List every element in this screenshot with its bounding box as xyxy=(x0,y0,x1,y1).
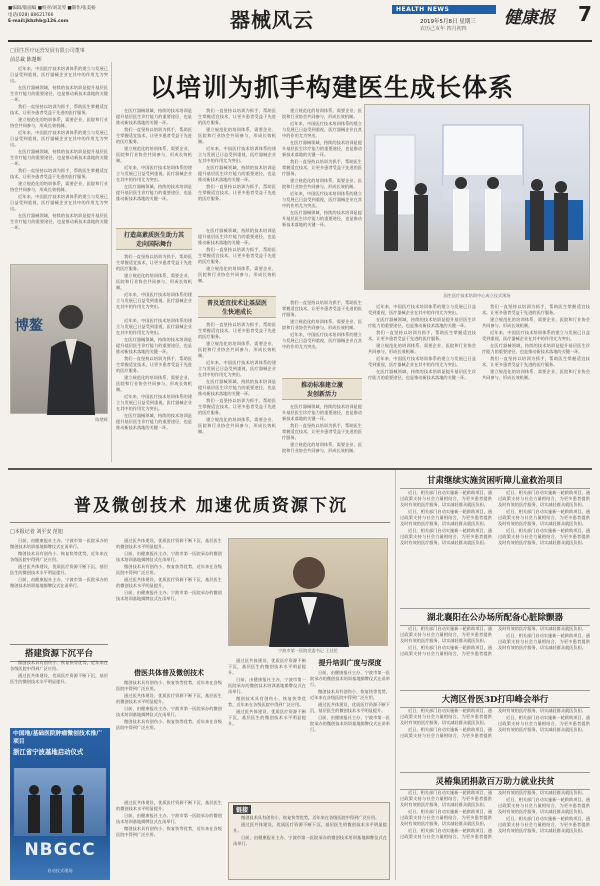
lead-body-col6 xyxy=(368,304,476,464)
lunar-date: 农历己亥年 四月初四 xyxy=(420,26,467,32)
lead-body-col7 xyxy=(482,304,590,464)
panel-people-icon xyxy=(14,768,106,836)
right-paragraph: 近日，相关部门启动实施新一轮救助项目，通过政策支持与社会力量相结合，为更多患者提供及时有效的医疗服务，切实减轻群众就医负担。 xyxy=(400,790,492,807)
lead-paragraph: 近年来，中国医疗技术培训体系的建立与发展已日益受到重视，医疗器械企业在其中的作用尤为突出。 xyxy=(482,330,590,341)
feature-link-box xyxy=(228,802,390,880)
masthead-rule xyxy=(8,40,592,42)
right-paragraph: 近日，相关部门启动实施新一轮救助项目，通过政策支持与社会力量相结合，为更多患者提供及时有效的医疗服务，切实减轻群众就医负担。 xyxy=(498,797,590,814)
column-divider xyxy=(111,62,112,462)
right-paragraph: 近日，相关部门启动实施新一轮救助项目，通过政策支持与社会力量相结合，为更多患者提供及时有效的医疗服务，切实减轻群众就医负担。 xyxy=(498,528,590,545)
feature-paragraph: 微创技术具有创伤小、恢复快等优势，近年来在各级医院中得到广泛应用。 xyxy=(116,680,222,691)
panel-line-1: 中国地/基础医院肿瘤微创技术推广项目 xyxy=(13,731,103,745)
lead-body-col5b xyxy=(282,404,362,464)
feature-paragraph: 通过医共体建设，优质医疗资源不断下沉，基层医生的微创技术水平明显提升。 xyxy=(10,564,108,575)
lead-paragraph: 我们一直坚持以培训为抓手，帮助医生掌握适宜技术，让更多患者受益于先进的医疗服务。 xyxy=(482,356,590,367)
right-story-2-title: 湖北襄阳在公办场所配备心脏除颤器 xyxy=(400,608,590,626)
lead-body-col1 xyxy=(10,66,108,260)
lead-paragraph: 近年来，中国医疗技术培训体系的建立与发展已日益受到重视，医疗器械企业在其中的作用尤为突出。 xyxy=(116,292,192,309)
lead-paragraph: 建立规范化的培训体系，需要企业、医院和行业协会共同参与，形成长效机制。 xyxy=(482,369,590,380)
lead-body-col2 xyxy=(116,108,192,226)
project-launch-panel xyxy=(10,728,110,880)
portrait-caption: 陈楚晖 xyxy=(95,417,108,422)
doctor-caption: 宁波市第一医院党委书记 王佳伦 xyxy=(278,648,338,653)
lead-paragraph: 近年来，中国医疗技术培训体系的建立与发展已日益受到重视，医疗器械企业在其中的作用尤为突出。 xyxy=(10,66,108,83)
feature-paragraph: 通过医共体建设，优质医疗资源不断下沉，基层医生的微创技术水平明显提升。 xyxy=(310,702,390,713)
right-paragraph: 近日，相关部门启动实施新一轮救助项目，通过政策支持与社会力量相结合，为更多患者提供及时有效的医疗服务，切实减轻群众就医负担。 xyxy=(400,509,492,526)
feature-paragraph: 日前，由健康报社主办、宁波市第一医院承办的微创技术培训基地揭牌仪式在甬举行。 xyxy=(116,813,222,824)
right-paragraph: 近日，相关部门启动实施新一轮救助项目，通过政策支持与社会力量相结合，为更多患者提供及时有效的医疗服务，切实减轻群众就医负担。 xyxy=(400,490,492,507)
right-story-3-title: 大湾区骨医3D打印峰会举行 xyxy=(400,690,590,708)
feature-body-col2 xyxy=(116,538,222,664)
lead-paragraph: 建立规范化的培训体系，需要企业、医院和行业协会共同参与，形成长效机制。 xyxy=(116,273,192,290)
section-divider xyxy=(8,468,592,470)
feature-body-col3 xyxy=(116,680,222,796)
lead-body-col3 xyxy=(198,108,276,226)
newspaper-brand: 健康报 xyxy=(504,8,555,28)
lead-paragraph: 建立规范化的培训体系，需要企业、医院和行业协会共同参与，形成长效机制。 xyxy=(368,343,476,354)
lead-paragraph: 我们一直坚持以培训为抓手，帮助医生掌握适宜技术，让更多患者受益于先进的医疗服务。 xyxy=(198,322,276,339)
feature-paragraph: 通过医共体建设，优质医疗资源不断下沉，基层医生的微创技术水平明显提升。 xyxy=(228,709,306,726)
feature-byline: □本报记者 刘平安 范旭 xyxy=(10,529,63,535)
lead-paragraph: 近年来，中国医疗技术培训体系的建立与发展已日益受到重视，医疗器械企业在其中的作用尤为突出。 xyxy=(116,165,192,182)
ceremony-figures-icon xyxy=(365,105,591,291)
lead-paragraph: 近年来，中国医疗技术培训体系的建立与发展已日益受到重视，医疗器械企业在其中的作用尤为突出。 xyxy=(282,332,362,349)
right-paragraph: 近日，相关部门启动实施新一轮救助项目，通过政策支持与社会力量相结合，为更多患者提供及时有效的医疗服务，切实减轻群众就医负担。 xyxy=(498,509,590,526)
feature-paragraph: 日前，由健康报社主办、宁波市第一医院承办的微创技术培训基地揭牌仪式在甬举行。 xyxy=(116,551,222,562)
feature-paragraph: 通过医共体建设，优质医疗资源不断下沉，基层医生的微创技术水平明显提升。 xyxy=(116,577,222,588)
lead-paragraph: 在医疗器械领域，持续的技术培训是提升基层医生诊疗能力的重要途径，也是推动新技术落地的关键一环。 xyxy=(116,108,192,125)
lead-paragraph: 在医疗器械领域，持续的技术培训是提升基层医生诊疗能力的重要途径，也是推动新技术落地的关键一环。 xyxy=(10,149,108,166)
lead-paragraph: 在医疗器械领域，持续的技术培训是提升基层医生诊疗能力的重要途径，也是推动新技术落地的关键一环。 xyxy=(198,165,276,182)
lead-paragraph: 我们一直坚持以培训为抓手，帮助医生掌握适宜技术，让更多患者受益于先进的医疗服务。 xyxy=(482,304,590,315)
lead-paragraph: 我们一直坚持以培训为抓手，帮助医生掌握适宜技术，让更多患者受益于先进的医疗服务。 xyxy=(116,127,192,144)
lead-body-col3b xyxy=(198,228,276,292)
lead-paragraph: 我们一直坚持以培训为抓手，帮助医生掌握适宜技术，让更多患者受益于先进的医疗服务。 xyxy=(198,108,276,125)
lead-paragraph: 近年来，中国医疗技术培训体系的建立与发展已日益受到重视，医疗器械企业在其中的作用尤为突出。 xyxy=(116,394,192,411)
lead-body-col5 xyxy=(282,300,362,374)
lead-paragraph: 建立规范化的培训体系，需要企业、医院和行业协会共同参与，形成长效机制。 xyxy=(10,117,108,128)
feature-box-1: 搭建资源下沉平台 xyxy=(10,644,108,662)
lead-kicker: □国生医疗运营发展有限公司董事 xyxy=(10,48,85,54)
lead-paragraph: 建立规范化的培训体系，需要企业、医院和行业协会共同参与，形成长效机制。 xyxy=(198,341,276,358)
lead-paragraph: 在医疗器械领域，持续的技术培训是提升基层医生诊疗能力的重要途径，也是推动新技术落地的关键一环。 xyxy=(282,210,362,227)
feature-body-col5 xyxy=(310,670,390,798)
feature-paragraph: 通过医共体建设，优质医疗资源不断下沉，基层医生的微创技术水平明显提升。 xyxy=(10,673,108,684)
lead-paragraph: 我们一直坚持以培训为抓手，帮助医生掌握适宜技术，让更多患者受益于先进的医疗服务。 xyxy=(282,423,362,440)
lead-paragraph: 我们一直坚持以培训为抓手，帮助医生掌握适宜技术，让更多患者受益于先进的医疗服务。 xyxy=(10,104,108,115)
lead-paragraph: 在医疗器械领域，持续的技术培训是提升基层医生诊疗能力的重要途径，也是推动新技术落地的关键一环。 xyxy=(116,337,192,354)
panel-photo xyxy=(14,768,106,836)
lead-paragraph: 我们一直坚持以培训为抓手，帮助医生掌握适宜技术，让更多患者受益于先进的医疗服务。 xyxy=(116,254,192,271)
lead-paragraph: 建立规范化的培训体系，需要企业、医院和行业协会共同参与，形成长效机制。 xyxy=(282,108,362,119)
lead-paragraph: 建立规范化的培训体系，需要企业、医院和行业协会共同参与，形成长效机制。 xyxy=(116,146,192,163)
feature-paragraph: 通过医共体建设，优质医疗资源不断下沉，基层医生的微创技术水平明显提升。 xyxy=(228,658,306,675)
link-label: 链接 xyxy=(233,805,251,814)
portrait-watermark: 博鳌 xyxy=(15,318,43,334)
lead-paragraph: 近年来，中国医疗技术培训体系的建立与发展已日益受到重视，医疗器械企业在其中的作用尤为突出。 xyxy=(368,304,476,315)
lead-subhead-3 xyxy=(282,378,362,400)
feature-paragraph: 日前，由健康报社主办、宁波市第一医院承办的微创技术培训基地揭牌仪式在甬举行。 xyxy=(10,577,108,588)
right-paragraph: 近日，相关部门启动实施新一轮救助项目，通过政策支持与社会力量相结合，为更多患者提供及时有效的医疗服务，切实减轻群众就医负担。 xyxy=(498,633,590,650)
right-paragraph: 近日，相关部门启动实施新一轮救助项目，通过政策支持与社会力量相结合，为更多患者提供及时有效的医疗服务，切实减轻群众就医负担。 xyxy=(400,708,492,725)
link-body xyxy=(233,815,387,877)
lead-paragraph: 近年来，中国医疗技术培训体系的建立与发展已日益受到重视，医疗器械企业在其中的作用尤为突出。 xyxy=(198,360,276,377)
feature-paragraph: 微创技术具有创伤小、恢复快等优势，近年来在各级医院中得到广泛应用。 xyxy=(116,564,222,575)
feature-paragraph: 通过医共体建设，优质医疗资源不断下沉，基层医生的微创技术水平明显提升。 xyxy=(116,538,222,549)
right-paragraph: 近日，相关部门启动实施新一轮救助项目，通过政策支持与社会力量相结合，为更多患者提供及时有效的医疗服务，切实减轻群众就医负担。 xyxy=(498,816,590,833)
feature-paragraph: 日前，由健康报社主办、宁波市第一医院承办的微创技术培训基地揭牌仪式在甬举行。 xyxy=(233,835,387,846)
lead-paragraph: 在医疗器械领域，持续的技术培训是提升基层医生诊疗能力的重要途径，也是推动新技术落地的关键一环。 xyxy=(198,228,276,245)
feature-box-2: 借医共体普及微创技术 xyxy=(134,668,204,677)
lead-subhead-2 xyxy=(198,296,276,318)
lead-paragraph: 我们一直坚持以培训为抓手，帮助医生掌握适宜技术，让更多患者受益于先进的医疗服务。 xyxy=(282,300,362,317)
lead-headline: 以培训为抓手构建医生成长体系 xyxy=(150,73,515,102)
lead-paragraph: 建立规范化的培训体系，需要企业、医院和行业协会共同参与，形成长效机制。 xyxy=(116,375,192,392)
right-paragraph: 近日，相关部门启动实施新一轮救助项目，通过政策支持与社会力量相结合，为更多患者提供及时有效的医疗服务，切实减轻群众就医负担。 xyxy=(498,490,590,507)
feature-paragraph: 通过医共体建设，优质医疗资源不断下沉，基层医生的微创技术水平明显提升。 xyxy=(116,800,222,811)
feature-body-col1b xyxy=(10,660,108,724)
lead-paragraph: 建立规范化的培训体系，需要企业、医院和行业协会共同参与，形成长效机制。 xyxy=(10,181,108,192)
ceremony-caption: 国生医疗技术培训中心成立仪式现场 xyxy=(443,293,511,298)
lead-paragraph: 建立规范化的培训体系，需要企业、医院和行业协会共同参与，形成长效机制。 xyxy=(198,127,276,144)
lead-paragraph: 建立规范化的培训体系，需要企业、医院和行业协会共同参与，形成长效机制。 xyxy=(198,266,276,283)
lead-paragraph: 我们一直坚持以培训为抓手，帮助医生掌握适宜技术，让更多患者受益于先进的医疗服务。 xyxy=(116,356,192,373)
lead-paragraph: 建立规范化的培训体系，需要企业、医院和行业协会共同参与，形成长效机制。 xyxy=(282,319,362,330)
feature-headline: 普及微创技术 加速优质资源下沉 xyxy=(74,496,348,516)
feature-paragraph: 微创技术具有创伤小、恢复快等优势，近年来在各级医院中得到广泛应用。 xyxy=(10,660,108,671)
masthead-contact-line: E-mail:jkbzhb@126.com xyxy=(8,19,69,24)
feature-paragraph: 微创技术具有创伤小、恢复快等优势，近年来在各级医院中得到广泛应用。 xyxy=(310,689,390,700)
lead-paragraph: 在医疗器械领域，持续的技术培训是提升基层医生诊疗能力的重要途径，也是推动新技术落地的关键一环。 xyxy=(282,140,362,157)
subhead-text: 打造高素质医生助力其走向国际舞台 xyxy=(124,232,185,248)
lead-paragraph: 近年来，中国医疗技术培训体系的建立与发展已日益受到重视，医疗器械企业在其中的作用尤为突出。 xyxy=(116,318,192,335)
right-paragraph: 近日，相关部门启动实施新一轮救助项目，通过政策支持与社会力量相结合，为更多患者提供及时有效的医疗服务，切实减轻群众就医负担。 xyxy=(400,626,586,656)
right-paragraph: 近日，相关部门启动实施新一轮救助项目，通过政策支持与社会力量相结合，为更多患者提供及时有效的医疗服务，切实减轻群众就医负担。 xyxy=(400,809,492,826)
ceremony-photo xyxy=(364,104,590,290)
lead-paragraph: 在医疗器械领域，持续的技术培训是提升基层医生诊疗能力的重要途径，也是推动新技术落地的关键一环。 xyxy=(10,213,108,230)
panel-caption: 启动仪式现场 xyxy=(47,868,73,873)
feature-body-col6 xyxy=(116,800,222,880)
lead-paragraph: 建立规范化的培训体系，需要企业、医院和行业协会共同参与，形成长效机制。 xyxy=(282,442,362,453)
lead-paragraph: 近年来，中国医疗技术培训体系的建立与发展已日益受到重视，医疗器械企业在其中的作用尤为突出。 xyxy=(282,191,362,208)
feature-paragraph: 微创技术具有创伤小、恢复快等优势，近年来在各级医院中得到广泛应用。 xyxy=(10,551,108,562)
feature-body-col4 xyxy=(228,658,306,798)
lead-paragraph: 近年来，中国医疗技术培训体系的建立与发展已日益受到重视，医疗器械企业在其中的作用尤为突出。 xyxy=(10,130,108,147)
panel-banner: NBGCC xyxy=(24,840,96,860)
lead-paragraph: 在医疗器械领域，持续的技术培训是提升基层医生诊疗能力的重要途径，也是推动新技术落地的关键一环。 xyxy=(198,379,276,396)
lead-paragraph: 近年来，中国医疗技术培训体系的建立与发展已日益受到重视，医疗器械企业在其中的作用尤为突出。 xyxy=(198,146,276,163)
lead-subhead-1 xyxy=(116,228,192,250)
right-column-divider xyxy=(395,470,396,880)
right-story-3-body xyxy=(400,708,590,764)
lead-byline: 前总裁 陈楚晖 xyxy=(10,57,42,63)
issue-date: 2019年5月8日 星期三 xyxy=(420,19,476,25)
feature-paragraph: 通过医共体建设，优质医疗资源不断下沉，基层医生的微创技术水平明显提升。 xyxy=(233,822,387,833)
feature-paragraph: 日前，由健康报社主办、宁波市第一医院承办的微创技术培训基地揭牌仪式在甬举行。 xyxy=(116,590,222,601)
page-number: 7 xyxy=(578,2,592,26)
feature-paragraph: 日前，由健康报社主办、宁波市第一医院承办的微创技术培训基地揭牌仪式在甬举行。 xyxy=(310,670,390,687)
feature-paragraph: 日前，由健康报社主办、宁波市第一医院承办的微创技术培训基地揭牌仪式在甬举行。 xyxy=(228,677,306,694)
right-paragraph: 近日，相关部门启动实施新一轮救助项目，通过政策支持与社会力量相结合，为更多患者提供及时有效的医疗服务，切实减轻群众就医负担。 xyxy=(400,528,492,545)
masthead-contact-line: 电话(028) 88621766 xyxy=(8,12,54,18)
masthead-contact-line: ■编辑/版面编 ■校对/刘美琴 ■制作/张美杨 xyxy=(8,6,96,11)
subhead-text: 普及适宜技术让基层医生快速成长 xyxy=(206,300,267,316)
doctor-photo xyxy=(228,538,388,646)
feature-paragraph: 微创技术具有创伤小、恢复快等优势，近年来在各级医院中得到广泛应用。 xyxy=(116,826,222,837)
lead-paragraph: 我们一直坚持以培训为抓手，帮助医生掌握适宜技术，让更多患者受益于先进的医疗服务。 xyxy=(198,184,276,201)
lead-paragraph: 建立规范化的培训体系，需要企业、医院和行业协会共同参与，形成长效机制。 xyxy=(482,317,590,328)
right-story-4-body xyxy=(400,790,590,880)
lead-paragraph: 建立规范化的培训体系，需要企业、医院和行业协会共同参与，形成长效机制。 xyxy=(282,178,362,189)
right-story-4-title: 灵椿集团捐款百万助力就业扶贫 xyxy=(400,772,590,790)
lead-paragraph: 建立规范化的培训体系，需要企业、医院和行业协会共同参与，形成长效机制。 xyxy=(198,417,276,434)
doctor-figure-icon xyxy=(229,539,389,647)
lead-paragraph: 我们一直坚持以培训为抓手，帮助医生掌握适宜技术，让更多患者受益于先进的医疗服务。 xyxy=(198,247,276,264)
lead-paragraph: 我们一直坚持以培训为抓手，帮助医生掌握适宜技术，让更多患者受益于先进的医疗服务。 xyxy=(368,330,476,341)
feature-paragraph: 微创技术具有创伤小、恢复快等优势，近年来在各级医院中得到广泛应用。 xyxy=(116,719,222,730)
right-paragraph: 近日，相关部门启动实施新一轮救助项目，通过政策支持与社会力量相结合，为更多患者提供及时有效的医疗服务，切实减轻群众就医负担。 xyxy=(498,715,590,732)
feature-box-3: 提升培训广度与深度 xyxy=(318,658,382,667)
feature-paragraph: 微创技术具有创伤小、恢复快等优势，近年来在各级医院中得到广泛应用。 xyxy=(241,815,380,820)
feature-paragraph: 日前，由健康报社主办、宁波市第一医院承办的微创技术培训基地揭牌仪式在甬举行。 xyxy=(10,538,108,549)
portrait-photo xyxy=(10,264,108,414)
lead-paragraph: 我们一直坚持以培训为抓手，帮助医生掌握适宜技术，让更多患者受益于先进的医疗服务。 xyxy=(198,398,276,415)
panel-line-2: 浙江省宁波基地启动仪式 xyxy=(13,748,84,756)
lead-paragraph: 在医疗器械领域，持续的技术培训是提升基层医生诊疗能力的重要途径，也是推动新技术落地的关键一环。 xyxy=(482,343,590,354)
right-paragraph: 近日，相关部门启动实施新一轮救助项目，通过政策支持与社会力量相结合，为更多患者提供及时有效的医疗服务，切实减轻群众就医负担。 xyxy=(400,626,492,643)
feature-paragraph: 日前，由健康报社主办、宁波市第一医院承办的微创技术培训基地揭牌仪式在甬举行。 xyxy=(116,706,222,717)
lead-body-col4 xyxy=(282,108,362,298)
feature-paragraph: 日前，由健康报社主办、宁波市第一医院承办的微创技术培训基地揭牌仪式在甬举行。 xyxy=(310,715,390,732)
right-story-1-body xyxy=(400,490,590,606)
lead-body-col2c xyxy=(116,318,192,464)
right-story-1-title: 甘肃继续实施贫困听障儿童救治项目 xyxy=(400,474,590,489)
masthead-contacts xyxy=(8,6,158,26)
feature-body-col1 xyxy=(10,538,108,638)
lead-body-col2b xyxy=(116,254,192,314)
lead-paragraph: 我们一直坚持以培训为抓手，帮助医生掌握适宜技术，让更多患者受益于先进的医疗服务。 xyxy=(282,159,362,176)
lead-paragraph: 在医疗器械领域，持续的技术培训是提升基层医生诊疗能力的重要途径，也是推动新技术落地的关键一环。 xyxy=(116,413,192,430)
feature-rule xyxy=(10,522,390,523)
section-title: 器械风云 xyxy=(230,8,314,32)
lead-paragraph: 在医疗器械领域，持续的技术培训是提升基层医生诊疗能力的重要途径，也是推动新技术落地的关键一环。 xyxy=(282,404,362,421)
right-story-2-body xyxy=(400,626,590,682)
lead-paragraph: 近年来，中国医疗技术培训体系的建立与发展已日益受到重视，医疗器械企业在其中的作用尤为突出。 xyxy=(368,356,476,367)
lead-paragraph: 在医疗器械领域，持续的技术培训是提升基层医生诊疗能力的重要途径，也是推动新技术落地的关键一环。 xyxy=(368,317,476,328)
feature-paragraph: 通过医共体建设，优质医疗资源不断下沉，基层医生的微创技术水平明显提升。 xyxy=(116,693,222,704)
subhead-text: 推动标准建立激发创新活力 xyxy=(300,382,343,398)
lead-body-col3c xyxy=(198,322,276,464)
lead-paragraph: 在医疗器械领域，持续的技术培训是提升基层医生诊疗能力的重要途径，也是推动新技术落地的关键一环。 xyxy=(116,184,192,201)
lead-paragraph: 近年来，中国医疗技术培训体系的建立与发展已日益受到重视，医疗器械企业在其中的作用尤为突出。 xyxy=(10,194,108,211)
right-paragraph: 近日，相关部门启动实施新一轮救助项目，通过政策支持与社会力量相结合，为更多患者提供及时有效的医疗服务，切实减轻群众就医负担。 xyxy=(400,790,586,839)
lead-paragraph: 近年来，中国医疗技术培训体系的建立与发展已日益受到重视，医疗器械企业在其中的作用尤为突出。 xyxy=(282,121,362,138)
lead-paragraph: 我们一直坚持以培训为抓手，帮助医生掌握适宜技术，让更多患者受益于先进的医疗服务。 xyxy=(10,168,108,179)
person-silhouette-icon xyxy=(41,295,101,415)
feature-paragraph: 微创技术具有创伤小、恢复快等优势，近年来在各级医院中得到广泛应用。 xyxy=(228,696,306,707)
health-news-bar: HEALTH NEWS xyxy=(392,5,496,14)
lead-paragraph: 在医疗器械领域，持续的技术培训是提升基层医生诊疗能力的重要途径，也是推动新技术落地的关键一环。 xyxy=(368,369,476,380)
right-paragraph: 近日，相关部门启动实施新一轮救助项目，通过政策支持与社会力量相结合，为更多患者提供及时有效的医疗服务，切实减轻群众就医负担。 xyxy=(400,708,586,738)
lead-paragraph: 在医疗器械领域，持续的技术培训是提升基层医生诊疗能力的重要途径，也是推动新技术落地的关键一环。 xyxy=(10,85,108,102)
